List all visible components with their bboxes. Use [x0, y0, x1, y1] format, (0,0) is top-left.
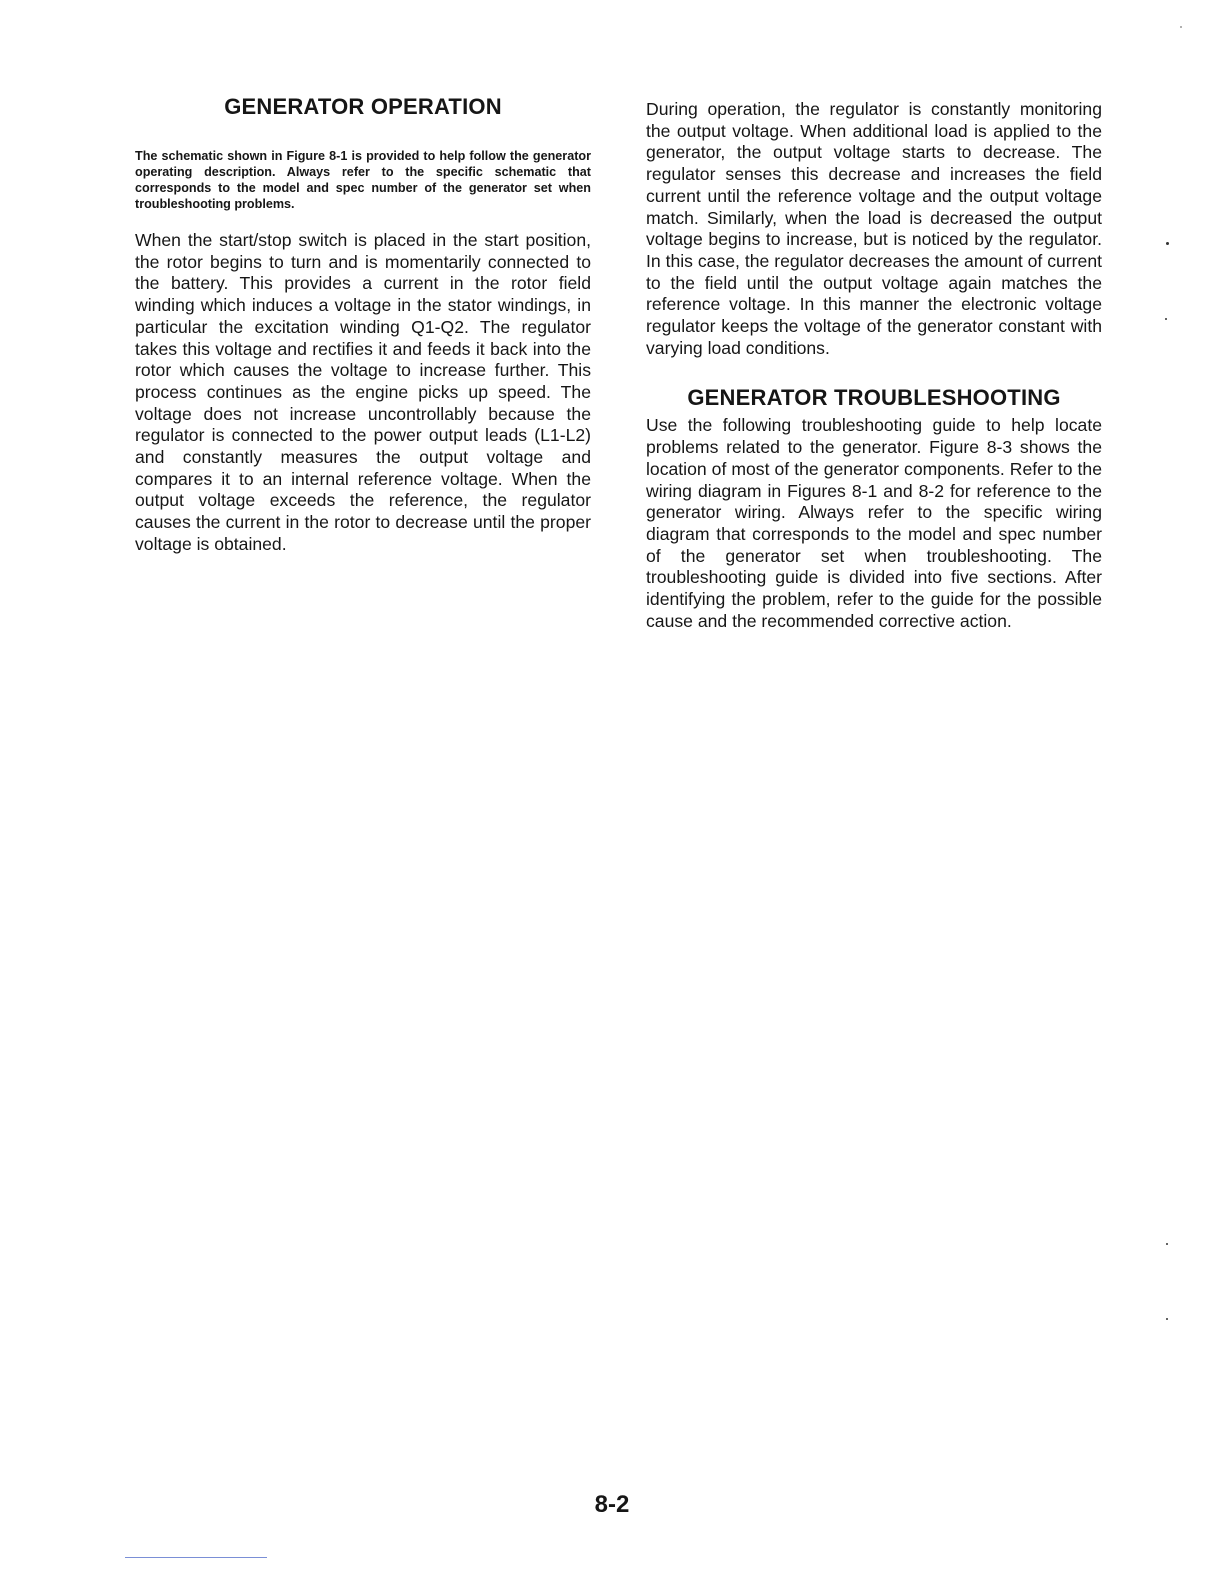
scan-artifact-line — [125, 1557, 267, 1558]
generator-operation-heading: GENERATOR OPERATION — [224, 94, 502, 119]
left-column — [135, 92, 591, 556]
scan-speck — [1166, 1318, 1168, 1320]
page-number: 8-2 — [594, 1491, 630, 1518]
operation-paragraph: When the start/stop switch is placed in the start position, the rotor begins to turn and is momentarily connected to the battery. This provides a current in the rotor field winding which induces a voltage in the stator windings, in particular the excitation winding Q1-Q2. The regulator takes this voltage and rectifies it and feeds it back into the rotor which causes the voltage to increase further. This process continues as the engine picks up speed. The voltage does not increase uncontrollably because the regulator is connected to the power output leads (L1-L2) and constantly measures the output voltage and compares it to an internal reference voltage. When the output voltage exceeds the reference, the regulator causes the current in the rotor to decrease until the proper voltage is obtained. — [135, 230, 591, 554]
scan-speck — [1166, 1243, 1168, 1245]
scan-speck — [1166, 242, 1169, 245]
generator-troubleshooting-heading: GENERATOR TROUBLESHOOTING — [687, 385, 1061, 411]
schematic-note: The schematic shown in Figure 8-1 is provided to help follow the generator operating description. Always refer to the specific schematic that corresponds to the model and spec number of the generator set when troubleshooting problems. — [135, 149, 591, 211]
right-column — [646, 92, 1102, 632]
scan-speck — [1180, 26, 1182, 28]
regulator-paragraph: During operation, the regulator is constantly monitoring the output voltage. When additional load is applied to the generator, the output voltage starts to decrease. The regulator senses this decrease and increases the field current until the reference voltage and the output voltage match. Similarly, when the load is decreased the output voltage begins to increase, but is noticed by the regulator. In this case, the regulator decreases the amount of current to the field until the output voltage again matches the reference voltage. In this manner the electronic voltage regulator keeps the voltage of the generator constant with varying load conditions. — [646, 99, 1102, 358]
scan-speck — [1165, 318, 1167, 320]
troubleshooting-paragraph: Use the following troubleshooting guide to help locate problems related to the generator. Figure 8-3 shows the location of most of the generator components. Refer to the wiring diagram in Figures 8-1 and 8-2 for reference to the generator wiring. Always refer to the specific wiring diagram that corresponds to the model and spec number of the generator set when troubleshooting. The troubleshooting guide is divided into five sections. After identifying the problem, refer to the guide for the possible cause and the recommended corrective action. — [646, 415, 1102, 631]
